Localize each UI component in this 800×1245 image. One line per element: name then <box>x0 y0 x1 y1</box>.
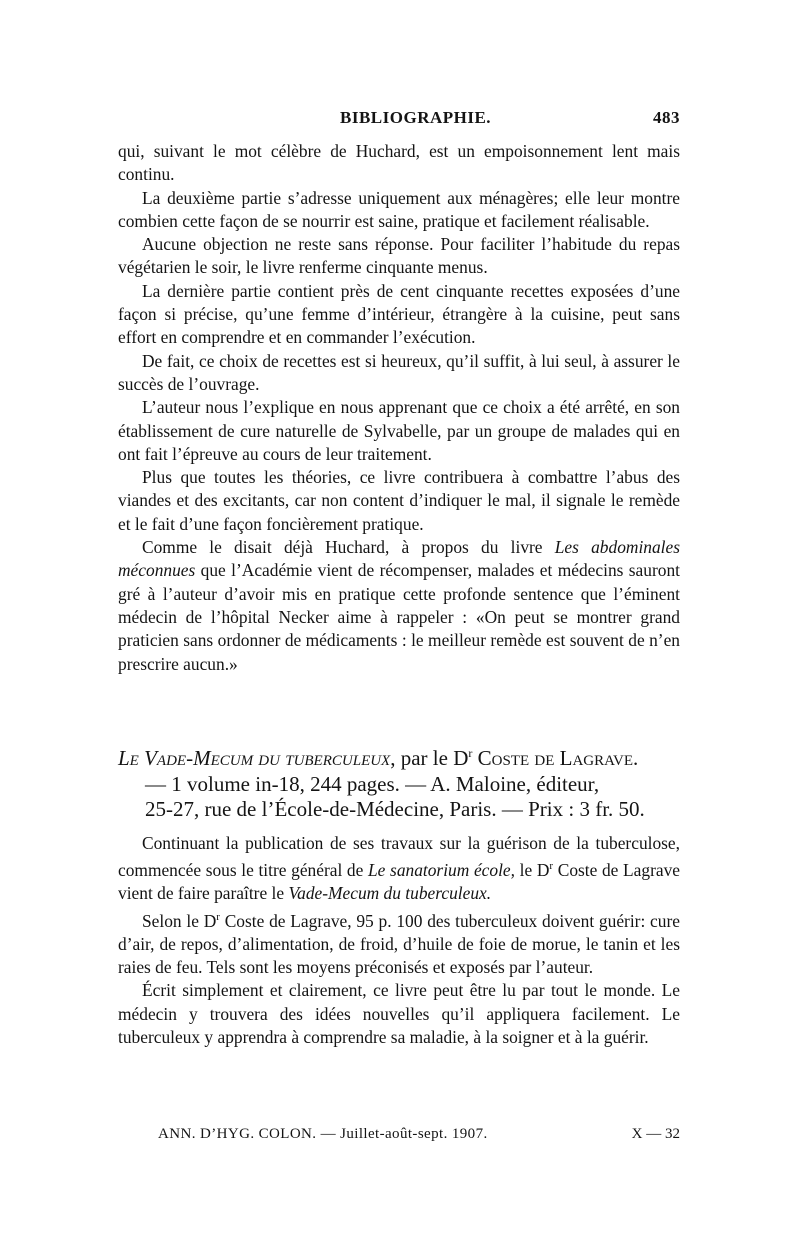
paragraph: L’auteur nous l’explique en nous apprenant que ce choix a été arrêté, en son établissement de cure naturelle de Sylvabelle, par un groupe de malades qui en ont fait l’épreuve au cours de leur traitement. <box>118 397 680 464</box>
text-run: Comme le disait déjà Huchard, à propos du livre <box>142 537 555 558</box>
superscript: r <box>549 860 554 873</box>
paragraph <box>118 832 680 906</box>
paragraph: Aucune objection ne reste sans réponse. Pour faciliter l’habitude du repas végétarien le soir, le livre renferme cinquante menus. <box>118 234 680 278</box>
text-run: le D <box>514 860 550 881</box>
book-heading-line: 25-27, rue de l’École-de-Médecine, Paris. — Prix : 3 fr. 50. <box>145 797 645 821</box>
running-title: BIBLIOGRAPHIE. <box>340 108 492 127</box>
book-heading-line: — 1 volume in-18, 244 pages. — A. Maloine, éditeur, <box>145 771 600 796</box>
text-run: Coste de Lagrave vient de faire paraître le <box>118 860 681 904</box>
book-heading-line <box>118 741 688 772</box>
text-run: , par le D <box>390 746 469 770</box>
book-title: Le Vade-Mecum du tuberculeux <box>118 746 391 770</box>
italic-title: Le sanatorium école, <box>368 860 515 881</box>
footer-journal: ANN. D’HYG. COLON. — Juillet-août-sept. 1907. <box>158 1126 488 1142</box>
superscript: r <box>468 746 473 760</box>
footer <box>118 1126 680 1148</box>
italic-title: Vade-Mecum du tuberculeux. <box>288 883 492 904</box>
paragraph: La deuxième partie s’adresse uniquement aux ménagères; elle leur montre combien cette façon de se nourrir est saine, pratique et facilement réalisable. <box>118 187 680 231</box>
page-number: 483 <box>653 108 680 127</box>
running-head <box>118 108 680 132</box>
author-name: Coste de Lagrave. <box>477 746 639 770</box>
footer-signature: X — 32 <box>631 1126 680 1142</box>
text-run: Selon le D <box>142 910 217 931</box>
paragraph: qui, suivant le mot célèbre de Huchard, est un empoisonnement lent mais continu. <box>118 141 680 185</box>
paragraph: La dernière partie contient près de cent cinquante recettes exposées d’une façon si précise, qu’une femme d’intérieur, étrangère à la cuisine, peut sans effort en comprendre et en commander l’exécution. <box>118 280 680 348</box>
text-run: Coste de Lagrave, 95 p. 100 des tuberculeux doivent guérir: cure d’air, de repos, d’alimentation, de froid, d’huile de foie de morue, le tanin et les raies de feu. Tels sont les moyens préconisés et exposés par l’auteur. <box>118 910 680 978</box>
paragraph <box>118 906 680 980</box>
paragraph <box>118 536 680 676</box>
review-2 <box>118 832 680 1049</box>
paragraph: Écrit simplement et clairement, ce livre peut être lu par tout le monde. Le médecin y trouvera des idées nouvelles qu’il appliquera facilement. Le tuberculeux y apprendra à comprendre sa maladie, à la soigner et à la guérir. <box>118 980 680 1047</box>
text-run: Continuant la publication de ses travaux sur la guérison de la tuberculose, commencée sous le titre général de <box>118 833 680 881</box>
review-1 <box>118 140 680 676</box>
italic-title: Les abdominales méconnues <box>118 537 680 581</box>
paragraph: De fait, ce choix de recettes est si heureux, qu’il suffit, à lui seul, à assurer le succès de l’ouvrage. <box>118 350 680 394</box>
paragraph: Plus que toutes les théories, ce livre contribuera à combattre l’abus des viandes et des excitants, car non content d’indiquer le mal, il signale le remède et le fait d’une façon foncièrement pratique. <box>118 467 680 534</box>
superscript: r <box>216 910 220 923</box>
book-heading <box>118 741 688 823</box>
text-run: que l’Académie vient de récompenser, malades et médecins sauront gré à l’auteur d’avoir mis en pratique cette profonde sentence que l’éminent médecin de l’hôpital Necker aime à rappeler : «On peut se montrer grand praticien sans ordonner de médicaments : le meilleur remède est souvent de n’en prescrire aucun.» <box>118 560 680 674</box>
